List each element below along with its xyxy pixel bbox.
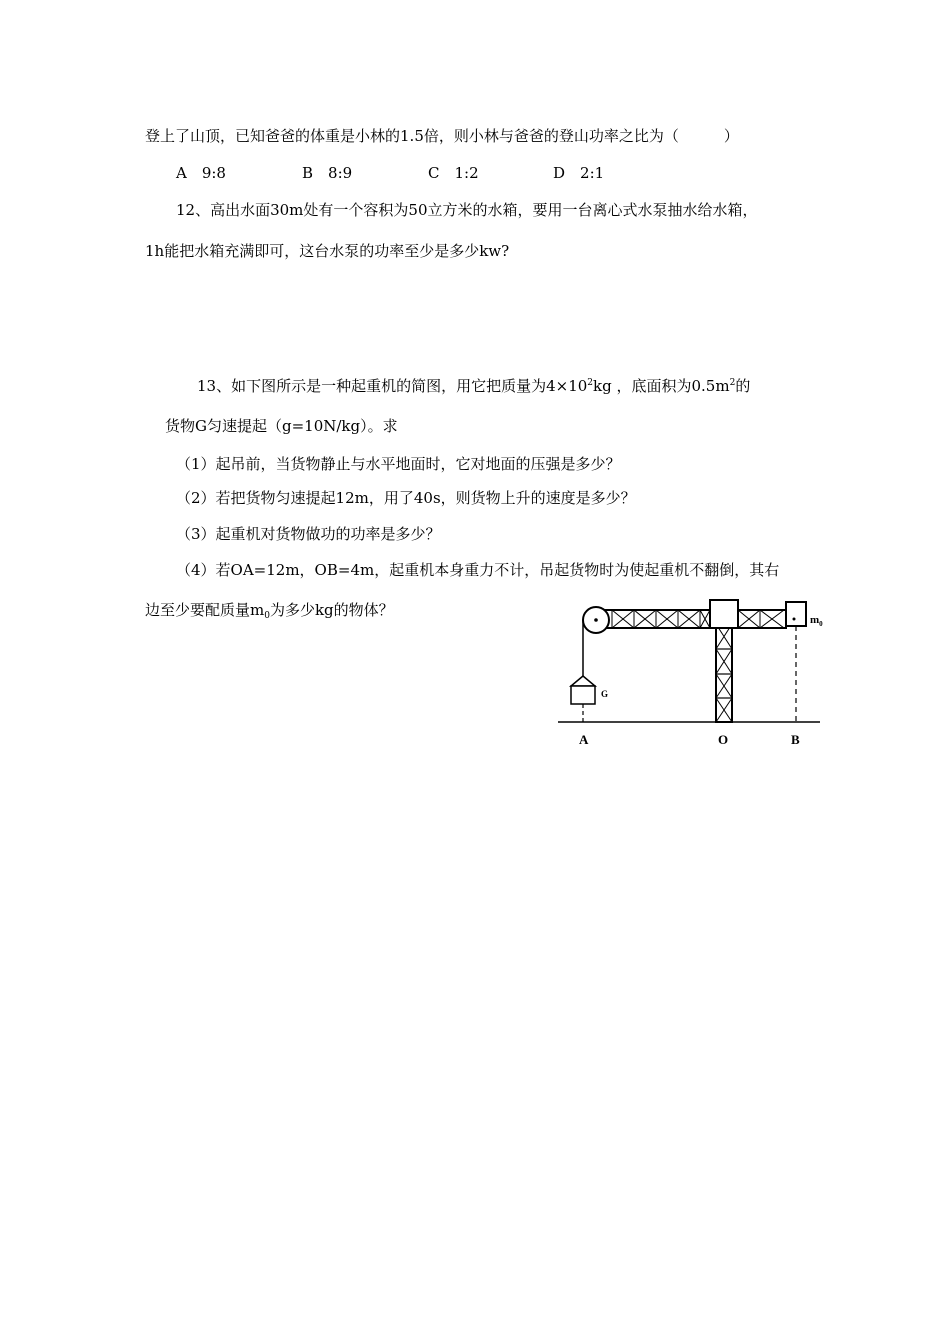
point-b-label: B [791, 732, 800, 747]
q11-text: 登上了山顶，已知爸爸的体重是小林的1.5倍，则小林与爸爸的登山功率之比为（ ） [145, 127, 739, 145]
q11-option-a: A 9:8 [176, 164, 226, 182]
q12-line2: 1h能把水箱充满即可，这台水泵的功率至少是多少kw? [145, 242, 510, 260]
counterweight-label [810, 614, 823, 628]
q13-sub4b-part1: 边至少要配质量m [145, 601, 265, 619]
crane-boom [598, 610, 786, 628]
q13-sub3: （3）起重机对货物做功的功率是多少？ [176, 525, 441, 543]
crane-diagram [548, 592, 838, 752]
q12-line1: 12、高出水面30m处有一个容积为50立方米的水箱，要用一台离心式水泵抽水给水箱， [176, 201, 758, 219]
q11-option-b: B 8:9 [302, 164, 353, 182]
q13-intro [197, 376, 750, 396]
pulley-axle [594, 618, 598, 622]
crane-tower [716, 624, 732, 722]
q13-line2: 货物G匀速提起（g=10N/kg）。求 [165, 417, 398, 435]
q13-intro-part3: 的 [735, 377, 751, 395]
point-a-label: A [579, 732, 589, 747]
q13-sub4b-sub: 0 [264, 611, 270, 621]
q13-sub2: （2）若把货物匀速提起12m，用了40s，则货物上升的速度是多少？ [176, 489, 636, 507]
cargo-label: G [601, 689, 609, 699]
q13-intro-part2: kg ，底面积为0.5m [593, 377, 730, 395]
q13-intro-part1: 13、如下图所示是一种起重机的简图，用它把质量为4×10 [197, 377, 588, 395]
counterweight-label-m: m [810, 614, 820, 626]
crane-cab [710, 600, 738, 628]
counterweight-dot [793, 618, 796, 621]
counterweight-box [786, 602, 806, 626]
counterweight-label-sub: 0 [819, 620, 823, 628]
q13-intro-exp1: 2 [587, 378, 594, 388]
q11-option-c: C 1:2 [428, 164, 479, 182]
q11-option-d: D 2:1 [553, 164, 605, 182]
q13-sub1: （1）起吊前，当货物静止与水平地面时，它对地面的压强是多少？ [176, 455, 621, 473]
point-o-label: O [718, 732, 729, 747]
q13-sub4b [145, 600, 394, 620]
hook-sling [571, 676, 595, 686]
cargo-box [571, 686, 595, 704]
q13-sub4b-part2: 为多少kg的物体？ [269, 601, 394, 619]
q13-intro-exp2: 2 [729, 378, 736, 388]
q13-sub4: （4）若OA=12m，OB=4m，起重机本身重力不计，吊起货物时为使起重机不翻倒，其右 [176, 561, 780, 579]
